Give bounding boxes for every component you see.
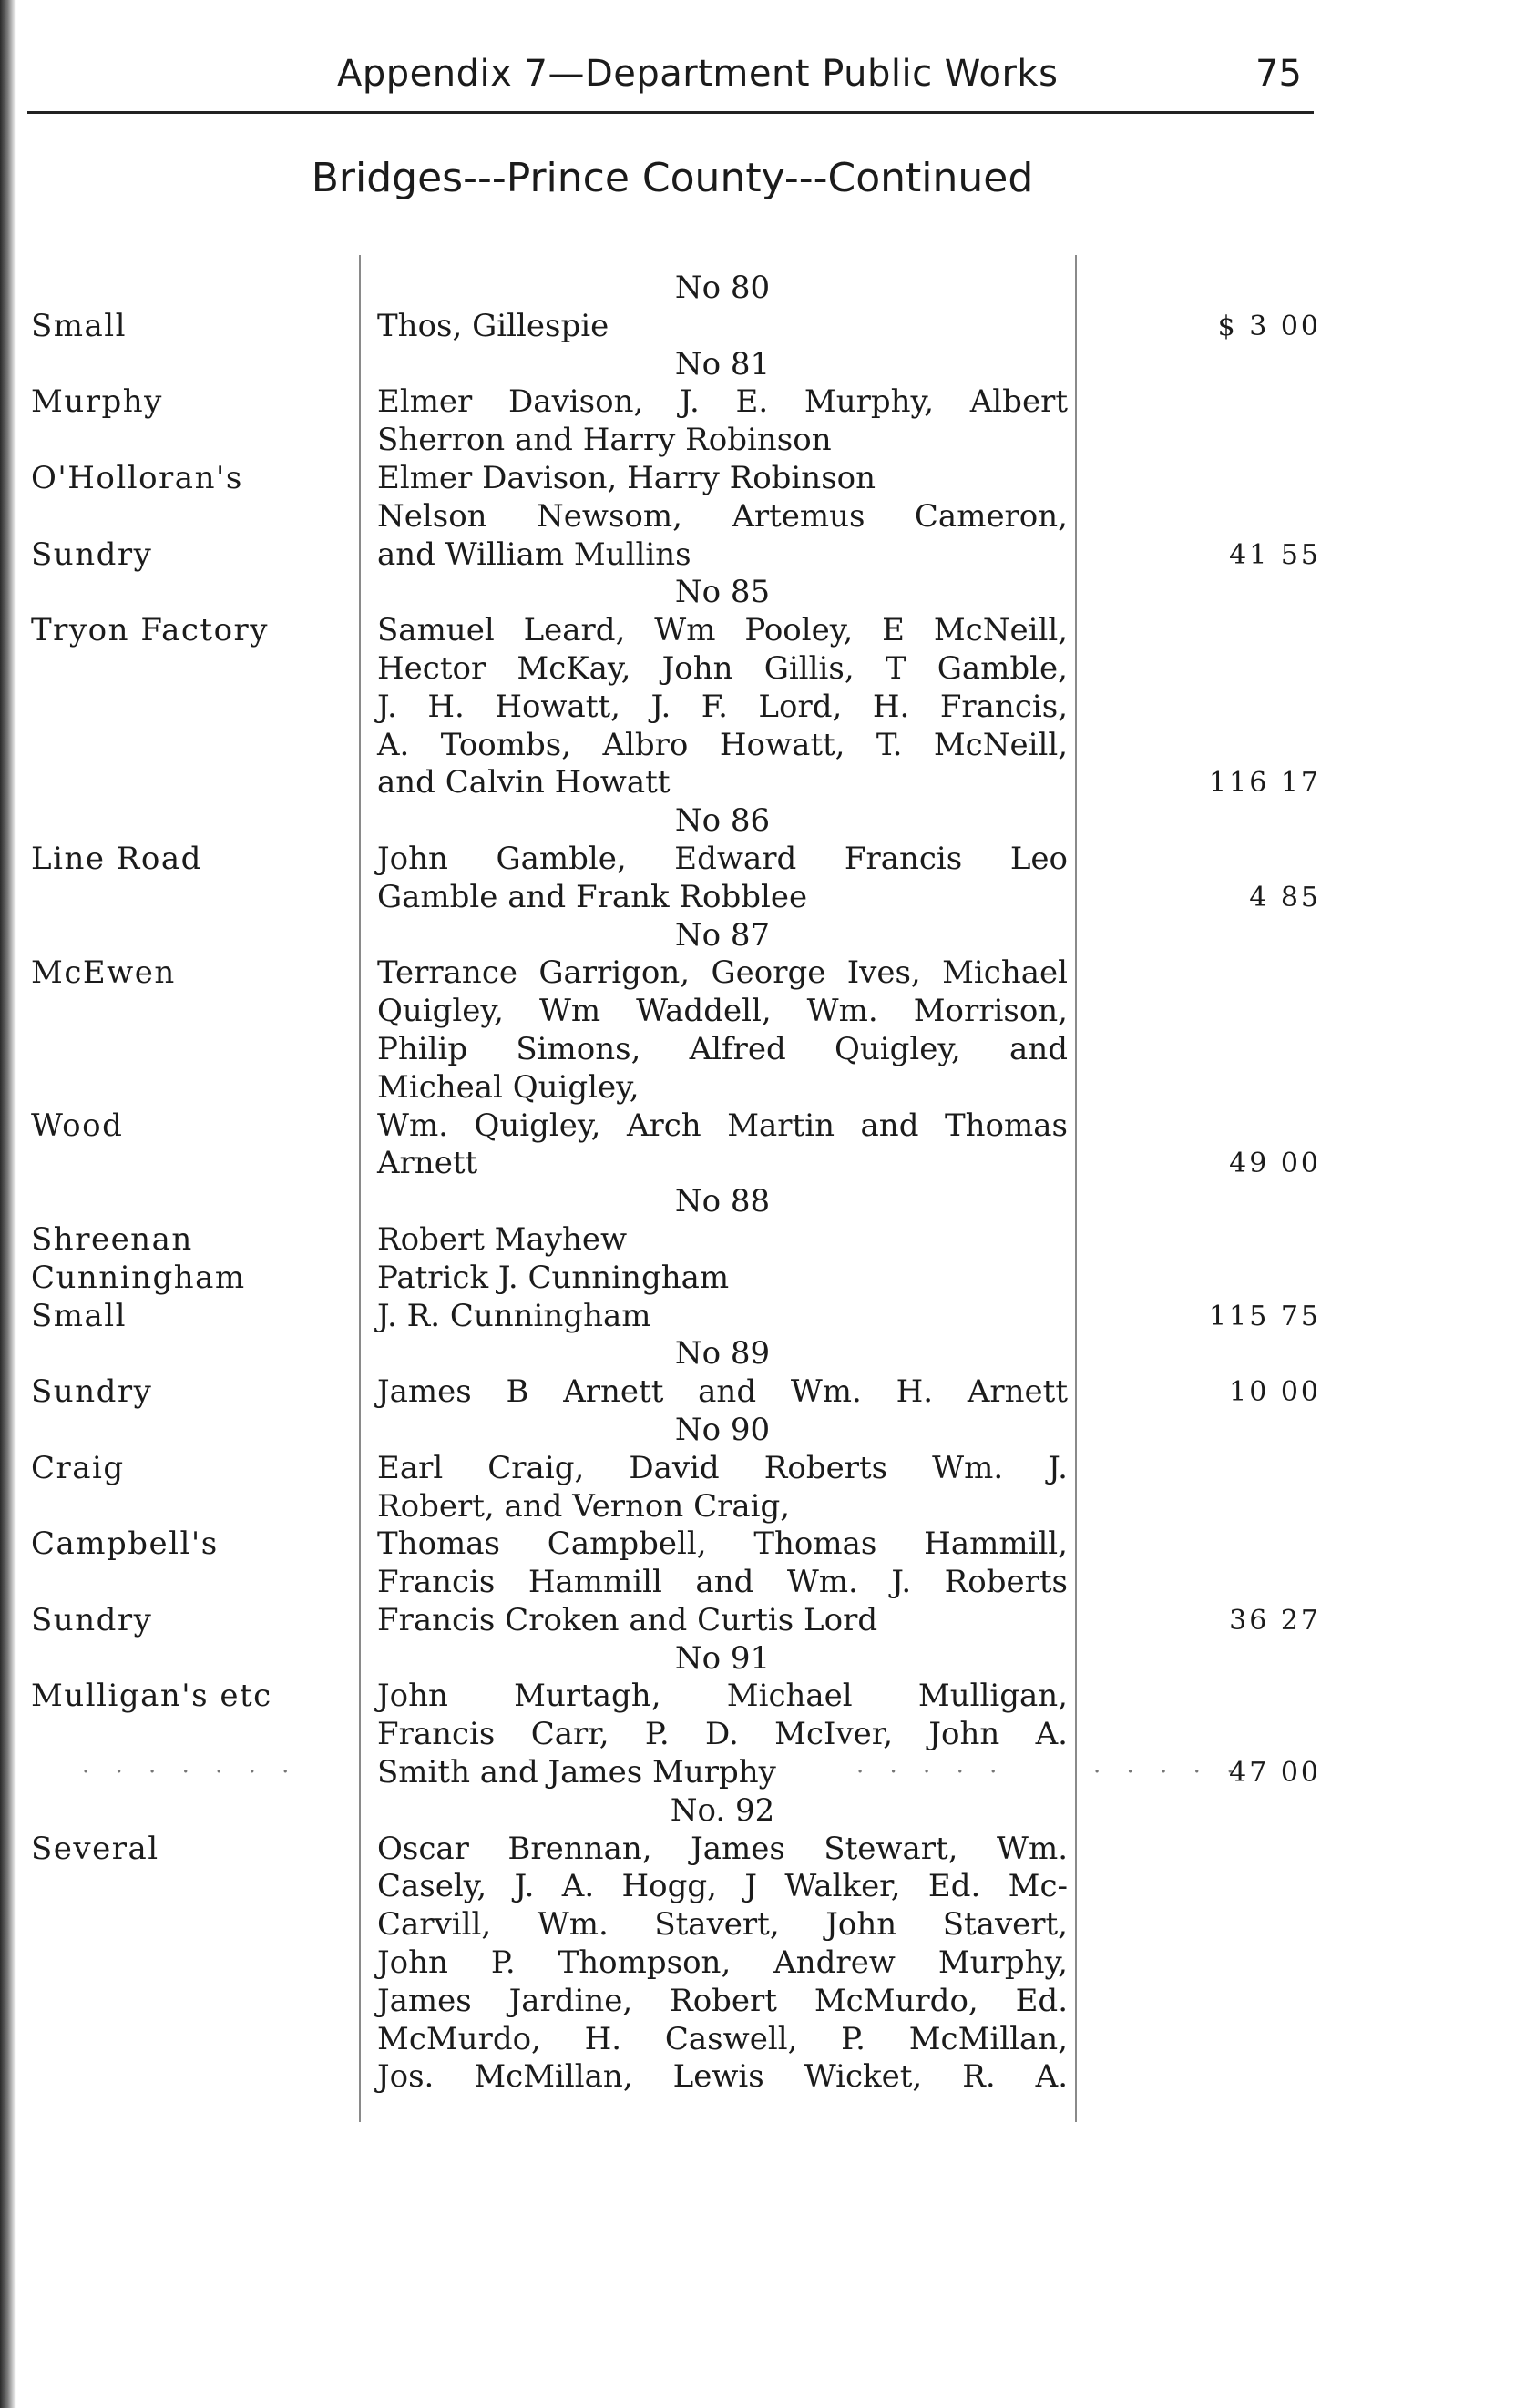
amount: 49 00 xyxy=(1229,1148,1321,1180)
ledger-row xyxy=(0,1754,1536,1792)
bridge-name: Sundry xyxy=(31,1601,153,1638)
ledger-row xyxy=(0,802,1536,841)
bridge-number-heading: No 80 xyxy=(674,270,771,306)
bridge-number-heading: No 87 xyxy=(674,916,771,954)
payee-names: J. H. Howatt, J. F. Lord, H. Francis, xyxy=(377,688,1068,725)
ledger-row xyxy=(0,536,1536,575)
payee-names: James B Arnett and Wm. H. Arnett xyxy=(377,1373,1068,1411)
payee-names: James Jardine, Robert McMurdo, Ed. xyxy=(377,1982,1068,2019)
ledger-row xyxy=(0,1716,1536,1754)
ledger-row xyxy=(0,1412,1536,1450)
bridge-name: Small xyxy=(31,1297,128,1334)
ledger-row xyxy=(0,460,1536,498)
amount: 116 17 xyxy=(1209,767,1321,800)
payee-names: Robert, and Vernon Craig, xyxy=(377,1487,791,1525)
payee-names: John Gamble, Edward Francis Leo xyxy=(377,840,1068,877)
ledger-row xyxy=(0,2021,1536,2059)
ledger-row xyxy=(0,879,1536,917)
payee-names: Nelson Newsom, Artemus Cameron, xyxy=(377,497,1068,535)
bridge-name: O'Holloran's xyxy=(31,459,243,496)
bridge-name: Sundry xyxy=(31,536,153,573)
payee-names: A. Toombs, Albro Howatt, T. McNeill, xyxy=(377,726,1068,763)
payee-names: Philip Simons, Alfred Quigley, and xyxy=(377,1030,1068,1067)
ledger-row xyxy=(0,383,1536,422)
ledger-row xyxy=(0,308,1536,346)
page-header xyxy=(0,53,1536,107)
page-number: 75 xyxy=(1255,53,1302,95)
ledger-row xyxy=(0,422,1536,460)
bridge-name: Murphy xyxy=(31,383,163,421)
payee-names: John Murtagh, Michael Mulligan, xyxy=(377,1678,1068,1715)
amount: 36 27 xyxy=(1229,1604,1321,1637)
amount: 4 85 xyxy=(1249,881,1321,913)
payee-names: Terrance Garrigon, George Ives, Michael xyxy=(377,954,1068,992)
payee-names: Thos, Gillespie xyxy=(377,307,609,344)
bridge-name: Line Road xyxy=(31,840,202,877)
payee-names: John P. Thompson, Andrew Murphy, xyxy=(377,1944,1068,1982)
amount: 10 00 xyxy=(1229,1376,1321,1409)
dot-leaders: · · · · · xyxy=(856,1759,1007,1787)
ledger-row xyxy=(0,1831,1536,1869)
bridge-name: Cunningham xyxy=(31,1259,246,1296)
ledger-row xyxy=(0,1221,1536,1260)
amount: 41 55 xyxy=(1229,538,1321,571)
dot-leaders: · · · · · · · xyxy=(82,1759,299,1787)
bridge-name: Campbell's xyxy=(31,1525,219,1563)
bridge-number-heading: No 86 xyxy=(674,802,771,840)
ledger-row xyxy=(0,1107,1536,1146)
payee-names: McMurdo, H. Caswell, P. McMillan, xyxy=(377,2020,1068,2057)
payee-names: Thomas Campbell, Thomas Hammill, xyxy=(377,1525,1068,1563)
ledger-row xyxy=(0,1944,1536,1983)
section-title: Bridges---Prince County---Continued xyxy=(311,155,1034,201)
bridge-number-heading: No 85 xyxy=(674,574,771,611)
payee-names: Francis Croken and Curtis Lord xyxy=(377,1601,878,1638)
payee-names: Arnett xyxy=(377,1145,478,1182)
ledger-row xyxy=(0,917,1536,955)
ledger-row xyxy=(0,1488,1536,1526)
ledger-row xyxy=(0,612,1536,650)
bridge-number-heading: No 88 xyxy=(674,1183,771,1220)
ledger-row xyxy=(0,1335,1536,1373)
payee-names: and Calvin Howatt xyxy=(377,764,671,801)
ledger-row xyxy=(0,1298,1536,1336)
ledger-row xyxy=(0,1906,1536,1944)
ledger-row xyxy=(0,1145,1536,1183)
bridge-name: Several xyxy=(31,1830,159,1867)
header-rule xyxy=(27,111,1314,114)
ledger-row xyxy=(0,1031,1536,1069)
payee-names: Gamble and Frank Robblee xyxy=(377,878,808,915)
payee-names: Carvill, Wm. Stavert, John Stavert, xyxy=(377,1906,1068,1944)
payee-names: Elmer Davison, Harry Robinson xyxy=(377,459,876,496)
ledger-row xyxy=(0,1260,1536,1298)
ledger-row xyxy=(0,1868,1536,1906)
ledger-row xyxy=(0,574,1536,612)
bridge-name: Sundry xyxy=(31,1373,153,1411)
payee-names: Quigley, Wm Waddell, Wm. Morrison, xyxy=(377,993,1068,1030)
bridge-name: McEwen xyxy=(31,954,176,992)
ledger-row xyxy=(0,1183,1536,1221)
bridge-number-heading: No 81 xyxy=(674,345,771,383)
ledger-row xyxy=(0,764,1536,802)
ledger-row xyxy=(0,1640,1536,1678)
payee-names: Earl Craig, David Roberts Wm. J. xyxy=(377,1449,1068,1486)
amount: $ 3 00 xyxy=(1217,310,1321,342)
payee-names: Francis Hammill and Wm. J. Roberts xyxy=(377,1564,1068,1601)
ledger-row xyxy=(0,1450,1536,1488)
payee-names: and William Mullins xyxy=(377,536,691,573)
ledger-row xyxy=(0,1678,1536,1716)
bridge-name: Craig xyxy=(31,1449,125,1486)
payee-names: Hector McKay, John Gillis, T Gamble, xyxy=(377,649,1068,687)
payee-names: Sherron and Harry Robinson xyxy=(377,422,832,459)
bridge-number-heading: No. 92 xyxy=(670,1791,775,1829)
ledger-row xyxy=(0,993,1536,1031)
ledger-row xyxy=(0,1792,1536,1831)
payee-names: Elmer Davison, J. E. Murphy, Albert xyxy=(377,383,1068,421)
payee-names: Casely, J. A. Hogg, J Walker, Ed. Mc- xyxy=(377,1868,1068,1905)
bridge-name: Small xyxy=(31,307,128,344)
amount: 115 75 xyxy=(1209,1300,1321,1332)
payee-names: Micheal Quigley, xyxy=(377,1068,640,1106)
payee-names: Oscar Brennan, James Stewart, Wm. xyxy=(377,1830,1068,1867)
bridge-name: Tryon Factory xyxy=(31,612,270,649)
ledger-row xyxy=(0,1564,1536,1602)
bridge-name: Wood xyxy=(31,1107,124,1144)
payee-names: Smith and James Murphy xyxy=(377,1754,776,1791)
ledger-row xyxy=(0,2058,1536,2097)
bridge-number-heading: No 89 xyxy=(674,1335,771,1372)
bridge-number-heading: No 91 xyxy=(674,1639,771,1677)
running-header-title: Appendix 7—Department Public Works xyxy=(337,53,1059,95)
payee-names: Francis Carr, P. D. McIver, John A. xyxy=(377,1716,1068,1753)
payee-names: Patrick J. Cunningham xyxy=(377,1259,730,1296)
payee-names: J. R. Cunningham xyxy=(377,1297,651,1334)
payee-names: Samuel Leard, Wm Pooley, E McNeill, xyxy=(377,612,1068,649)
ledger-row xyxy=(0,1602,1536,1640)
payee-names: Wm. Quigley, Arch Martin and Thomas xyxy=(377,1107,1068,1144)
ledger-row xyxy=(0,1373,1536,1412)
ledger-row xyxy=(0,650,1536,689)
ledger-row xyxy=(0,498,1536,536)
amount: 47 00 xyxy=(1229,1757,1321,1790)
ledger-row xyxy=(0,954,1536,993)
ledger-row xyxy=(0,1983,1536,2021)
ledger-row xyxy=(0,689,1536,727)
payee-names: Robert Mayhew xyxy=(377,1220,628,1258)
payee-names: Jos. McMillan, Lewis Wicket, R. A. xyxy=(377,2058,1068,2096)
bridge-name: Shreenan xyxy=(31,1220,193,1258)
ledger-row xyxy=(0,270,1536,308)
bridge-number-heading: No 90 xyxy=(674,1411,771,1448)
dot-leaders: · · · · · xyxy=(1093,1759,1244,1787)
ledger-row xyxy=(0,1525,1536,1564)
bridge-name: Mulligan's etc xyxy=(31,1678,272,1715)
ledger-row xyxy=(0,346,1536,384)
bridge-ledger xyxy=(0,270,1536,2097)
ledger-row xyxy=(0,1069,1536,1107)
ledger-row xyxy=(0,727,1536,765)
ledger-row xyxy=(0,841,1536,879)
